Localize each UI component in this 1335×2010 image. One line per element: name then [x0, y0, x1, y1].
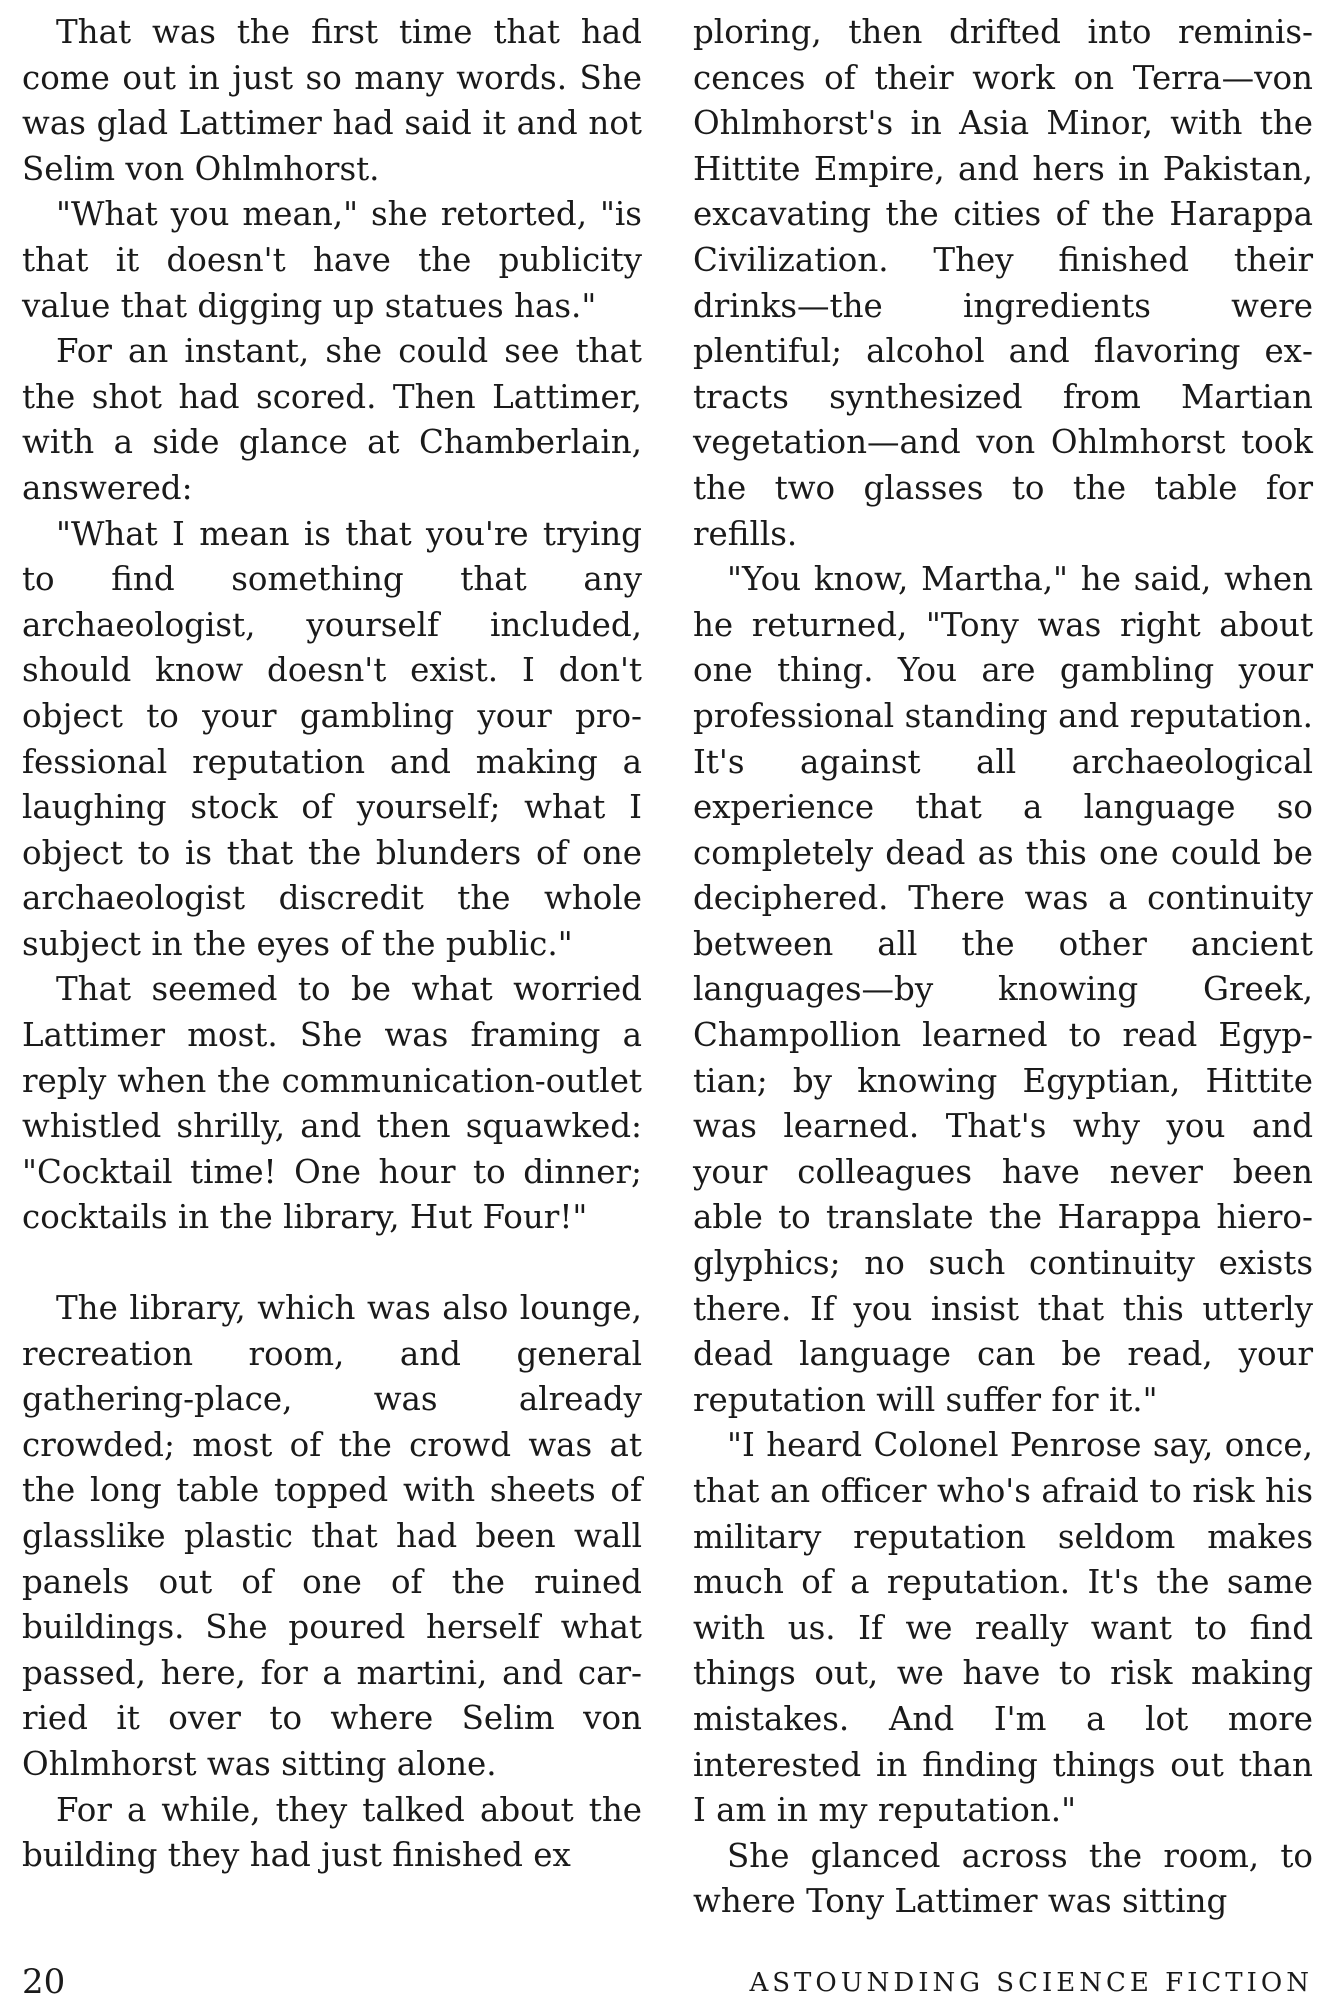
paragraph: That was the first time that had come out in just so many words. She was glad Lattimer had said it and not Selim von Ohlmhorst. — [22, 13, 642, 188]
paragraph: For an instant, she could see that the shot had scored. Then Lattimer, with a side glance at Chamberlain, answered: — [22, 332, 642, 507]
paragraph: "What I mean is that you're trying to find something that any archaeologist, yourself included, should know doesn't exist. I don't object to your gambling your professional reputation and making a laughing stock of yourself; what I object to is that the blunders of one archaeologist discredit the whole subject in the eyes of the public." — [22, 514, 642, 963]
paragraph: For a while, they talked about the building they had just finished ex — [22, 1790, 642, 1875]
paragraph: "You know, Martha," he said, when he returned, "Tony was right about one thing. You are gambling your professional standing and reputation. It's against all archaeological experience that a language so completely dead as this one could be deciphered. There was a continuity between all the other ancient languages—by knowing Greek, Champollion learned to read Egyptian; by knowing Egyptian, Hittite was learned. That's why you and your colleagues have never been able to translate the Harappa hieroglyphics; no such continuity exists there. If you insist that this utterly dead language can be read, your reputation will suffer for it." — [693, 560, 1313, 1419]
paragraph: "I heard Colonel Penrose say, once, that an officer who's afraid to risk his military reputation seldom makes much of a reputation. It's the same with us. If we really want to find things out, we have to risk making mistakes. And I'm a lot more interested in finding things out than I am in my reputation." — [693, 1426, 1313, 1830]
paragraph: "What you mean," she retorted, "is that it doesn't have the publicity value that digging up statues has." — [22, 195, 642, 325]
paragraph: That seemed to be what worried Lattimer most. She was framing a reply when the communication-outlet whistled shrilly, and then squawked: "Cocktail time! One hour to dinner; cocktails in the library, Hut Four!" — [22, 970, 642, 1237]
page-number: 20 — [22, 1962, 66, 2002]
page-footer — [0, 1962, 1335, 2002]
running-title: ASTOUNDING SCIENCE FICTION — [749, 1968, 1313, 1998]
paragraph-section-start: The library, which was also lounge, recreation room, and general gathering-place, was already crowded; most of the crowd was at the long table topped with sheets of glasslike plastic that had been wall panels out of one of the ruined buildings. She poured herself what passed, here, for a martini, and carried it over to where Selim von Ohlmhorst was sitting alone. — [22, 1289, 642, 1783]
paragraph-continued: ploring, then drifted into reminiscences of their work on Terra—von Ohlmhorst's in Asia Minor, with the Hittite Empire, and hers in Pakistan, excavating the cities of the Harappa Civilization. They finished their drinks—the ingredients were plentiful; alcohol and flavoring extracts synthesized from Martian vegetation—and von Ohlmhorst took the two glasses to the table for refills. — [693, 13, 1313, 553]
right-column — [693, 10, 1313, 1925]
left-column — [22, 10, 642, 1879]
paragraph: She glanced across the room, to where Tony Lattimer was sitting — [693, 1836, 1313, 1921]
